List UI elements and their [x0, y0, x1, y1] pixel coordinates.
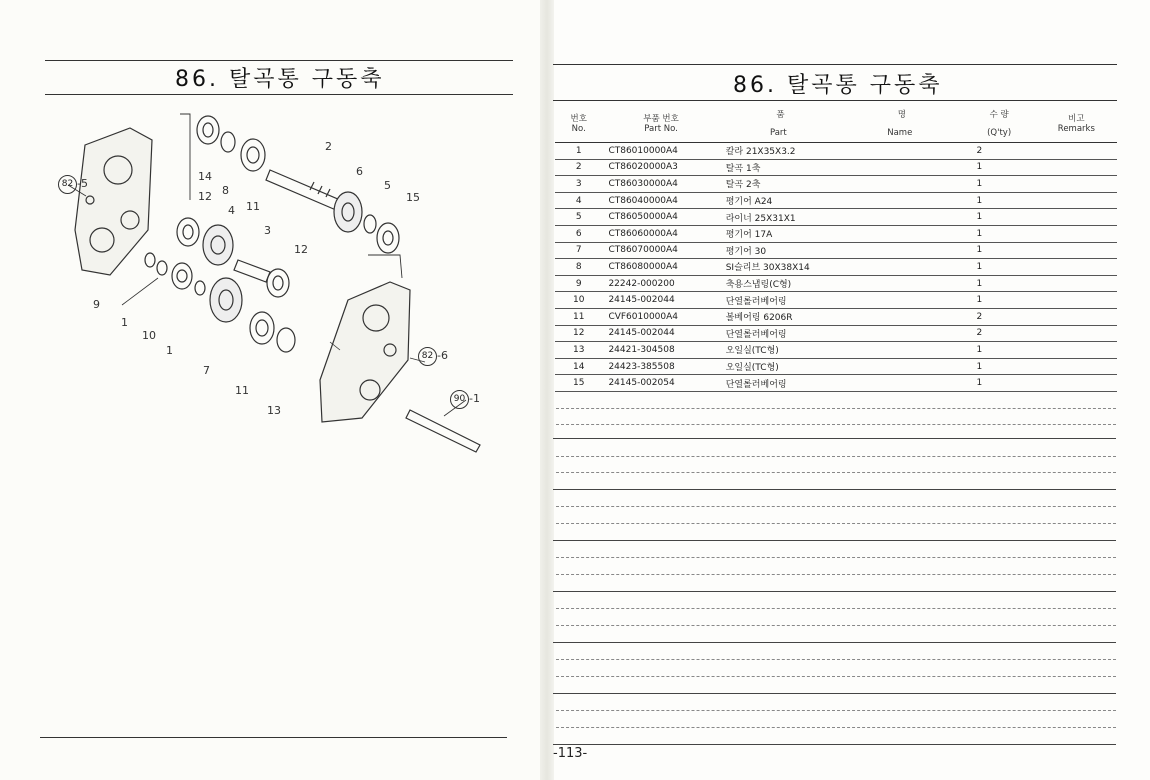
- cell-part-no: 22242-000200: [602, 275, 719, 292]
- cell-qty: 1: [963, 292, 1036, 309]
- callout-12-right: 12: [294, 243, 308, 256]
- right-title-top-rule: [553, 64, 1117, 65]
- cell-remarks: [1036, 143, 1117, 160]
- parts-table: [555, 104, 1117, 392]
- cell-no: 10: [555, 292, 602, 309]
- col-no-en: No.: [571, 124, 586, 134]
- cell-qty: 1: [963, 225, 1036, 242]
- cell-remarks: [1036, 259, 1117, 276]
- table-row: [555, 325, 1117, 342]
- cell-remarks: [1036, 192, 1117, 209]
- left-title-bottom-rule: [45, 94, 513, 95]
- cell-no: 15: [555, 375, 602, 392]
- col-name-ko-1: 품: [776, 110, 785, 120]
- snap-ring-9: [145, 253, 155, 267]
- col-remarks-ko: 비고: [1068, 114, 1085, 124]
- ruled-line: [556, 608, 1116, 609]
- ref-suffix-6: -6: [437, 349, 448, 362]
- cell-qty: 2: [963, 308, 1036, 325]
- bearing-10: [172, 263, 192, 289]
- cell-no: 7: [555, 242, 602, 259]
- table-row: [555, 192, 1117, 209]
- bearing-11-lower: [250, 312, 274, 344]
- callout-3: 3: [264, 224, 271, 237]
- shaft-3: [234, 260, 270, 282]
- ruled-line-solid: [553, 540, 1116, 541]
- cell-remarks: [1036, 176, 1117, 193]
- cell-remarks: [1036, 225, 1117, 242]
- ref-circle-82-5: 82: [58, 175, 77, 194]
- col-remarks-en: Remarks: [1057, 124, 1095, 134]
- bearing-15: [377, 223, 399, 253]
- left-title-top-rule: [45, 60, 513, 61]
- ruled-line: [556, 408, 1116, 409]
- ruled-line-solid: [553, 489, 1116, 490]
- cell-no: 6: [555, 225, 602, 242]
- table-row: [555, 176, 1117, 193]
- cell-remarks: [1036, 275, 1117, 292]
- right-page-title: 86. 탈곡통 구동축: [733, 73, 943, 98]
- ruled-line: [556, 523, 1116, 524]
- cell-part-no: CT86020000A3: [602, 159, 719, 176]
- cell-name: 탈곡 1축: [720, 159, 963, 176]
- sleeve-8: [221, 132, 235, 152]
- gear-7: [210, 278, 242, 322]
- oil-seal-13: [277, 328, 295, 352]
- callout-5: 5: [384, 179, 391, 192]
- cell-part-no: CT86070000A4: [602, 242, 719, 259]
- gear-4: [203, 225, 233, 265]
- cell-remarks: [1036, 242, 1117, 259]
- table-row: [555, 375, 1117, 392]
- cell-remarks: [1036, 342, 1117, 359]
- ruled-line: [556, 456, 1116, 457]
- ruled-line: [556, 424, 1116, 425]
- ruled-line: [556, 574, 1116, 575]
- col-name-en-2: Name: [887, 128, 913, 138]
- cell-remarks: [1036, 209, 1117, 226]
- cell-part-no: 24145-002044: [602, 292, 719, 309]
- cell-qty: 1: [963, 176, 1036, 193]
- table-header: [555, 104, 1117, 143]
- ref-circle-90-1: 90: [450, 390, 469, 409]
- col-part-no-en: Part No.: [644, 124, 678, 134]
- callout-7: 7: [203, 364, 210, 377]
- cell-part-no: CT86040000A4: [602, 192, 719, 209]
- callout-13: 13: [267, 404, 281, 417]
- cell-qty: 1: [963, 192, 1036, 209]
- ruled-line: [556, 727, 1116, 728]
- cell-name: 오일실(TC형): [720, 342, 963, 359]
- table-row: [555, 358, 1117, 375]
- table-row: [555, 209, 1117, 226]
- callout-9: 9: [93, 298, 100, 311]
- bearing-11-top: [241, 139, 265, 171]
- callout-6: 6: [356, 165, 363, 178]
- ruled-line: [556, 676, 1116, 677]
- cell-name: 칼라 21X35X3.2: [720, 143, 963, 160]
- cell-qty: 1: [963, 375, 1036, 392]
- left-bottom-rule: [40, 737, 507, 738]
- cell-name: 단열롤러베어링: [720, 325, 963, 342]
- table-row: [555, 308, 1117, 325]
- ruled-line-solid: [553, 744, 1116, 745]
- cell-no: 1: [555, 143, 602, 160]
- ruled-line: [556, 557, 1116, 558]
- col-part-no-ko: 부품 번호: [643, 114, 679, 124]
- cell-name: 평기어 A24: [720, 192, 963, 209]
- gear-6: [334, 192, 362, 232]
- cell-name: 단열롤러베어링: [720, 375, 963, 392]
- cell-name: 평기어 30: [720, 242, 963, 259]
- cell-qty: 1: [963, 209, 1036, 226]
- cell-no: 8: [555, 259, 602, 276]
- bearing-12-right: [267, 269, 289, 297]
- output-shaft: [406, 410, 480, 452]
- cell-name: 축용스냅링(C형): [720, 275, 963, 292]
- cell-part-no: 24423-385508: [602, 358, 719, 375]
- callout-11-lower: 11: [235, 384, 249, 397]
- exploded-parts-diagram: [40, 100, 510, 480]
- col-name: [720, 104, 963, 143]
- ref-circle-82-6: 82: [418, 347, 437, 366]
- table-row: [555, 159, 1117, 176]
- cell-qty: 1: [963, 159, 1036, 176]
- cell-no: 3: [555, 176, 602, 193]
- ruled-line-solid: [553, 591, 1116, 592]
- cell-qty: 1: [963, 242, 1036, 259]
- cell-name: SI슬리브 30X38X14: [720, 259, 963, 276]
- col-remarks: [1036, 104, 1117, 143]
- page-number: -113-: [553, 746, 588, 761]
- cell-remarks: [1036, 375, 1117, 392]
- parts-table-body: [555, 143, 1117, 392]
- callout-4: 4: [228, 204, 235, 217]
- left-page-title: 86. 탈곡통 구동축: [175, 67, 385, 92]
- ruled-line: [556, 472, 1116, 473]
- table-row: [555, 275, 1117, 292]
- ruled-line-solid: [553, 438, 1116, 439]
- cell-part-no: CT86010000A4: [602, 143, 719, 160]
- callout-10: 10: [142, 329, 156, 342]
- col-name-ko-2: 명: [897, 110, 906, 120]
- collar-1-a: [157, 261, 167, 275]
- col-name-en-1: Part: [769, 128, 787, 138]
- cell-name: 평기어 17A: [720, 225, 963, 242]
- cell-no: 11: [555, 308, 602, 325]
- col-part-no: [602, 104, 719, 143]
- cell-name: 라이너 25X31X1: [720, 209, 963, 226]
- ref-suffix-1: -1: [469, 392, 480, 405]
- cell-qty: 1: [963, 358, 1036, 375]
- ruled-line-solid: [553, 642, 1116, 643]
- table-row: [555, 259, 1117, 276]
- cell-name: 볼베어링 6206R: [720, 308, 963, 325]
- cell-no: 14: [555, 358, 602, 375]
- callout-1-a: 1: [121, 316, 128, 329]
- cell-no: 5: [555, 209, 602, 226]
- ruled-line: [556, 659, 1116, 660]
- col-no: [555, 104, 602, 143]
- cell-no: 9: [555, 275, 602, 292]
- cell-name: 단열롤러베어링: [720, 292, 963, 309]
- cell-qty: 2: [963, 325, 1036, 342]
- cell-remarks: [1036, 159, 1117, 176]
- cell-no: 4: [555, 192, 602, 209]
- cell-part-no: CT86060000A4: [602, 225, 719, 242]
- cell-qty: 2: [963, 143, 1036, 160]
- cell-part-no: CT86030000A4: [602, 176, 719, 193]
- table-row: [555, 225, 1117, 242]
- cell-no: 13: [555, 342, 602, 359]
- cell-qty: 1: [963, 275, 1036, 292]
- col-qty: [963, 104, 1036, 143]
- page-gutter: [540, 0, 554, 780]
- callout-14: 14: [198, 170, 212, 183]
- cell-no: 2: [555, 159, 602, 176]
- cell-part-no: 24145-002044: [602, 325, 719, 342]
- ruled-line: [556, 506, 1116, 507]
- right-title-bottom-rule: [553, 100, 1117, 101]
- gear-case-right: [320, 282, 410, 422]
- cell-remarks: [1036, 308, 1117, 325]
- callout-1-b: 1: [166, 344, 173, 357]
- oil-seal-14: [197, 116, 219, 144]
- callout-15: 15: [406, 191, 420, 204]
- cell-remarks: [1036, 325, 1117, 342]
- cell-name: 탈곡 2축: [720, 176, 963, 193]
- cell-qty: 1: [963, 342, 1036, 359]
- cell-part-no: CVF6010000A4: [602, 308, 719, 325]
- liner-5: [364, 215, 376, 233]
- collar-1-b: [195, 281, 205, 295]
- cell-part-no: CT86050000A4: [602, 209, 719, 226]
- callout-12-left: 12: [198, 190, 212, 203]
- callout-11: 11: [246, 200, 260, 213]
- cell-part-no: 24145-002054: [602, 375, 719, 392]
- ruled-line: [556, 625, 1116, 626]
- cell-part-no: CT86080000A4: [602, 259, 719, 276]
- col-qty-en: (Q'ty): [987, 128, 1012, 138]
- cell-part-no: 24421-304508: [602, 342, 719, 359]
- cell-remarks: [1036, 292, 1117, 309]
- bearing-12-left: [177, 218, 199, 246]
- callout-8: 8: [222, 184, 229, 197]
- callout-2: 2: [325, 140, 332, 153]
- cell-name: 오일실(TC형): [720, 358, 963, 375]
- table-row: [555, 143, 1117, 160]
- col-no-ko: 번호: [570, 114, 587, 124]
- table-row: [555, 342, 1117, 359]
- table-row: [555, 242, 1117, 259]
- table-row: [555, 292, 1117, 309]
- ref-suffix-5: -5: [77, 177, 88, 190]
- ruled-line: [556, 710, 1116, 711]
- ruled-line-solid: [553, 693, 1116, 694]
- cell-remarks: [1036, 358, 1117, 375]
- col-qty-ko: 수 량: [989, 110, 1009, 120]
- cell-no: 12: [555, 325, 602, 342]
- cell-qty: 1: [963, 259, 1036, 276]
